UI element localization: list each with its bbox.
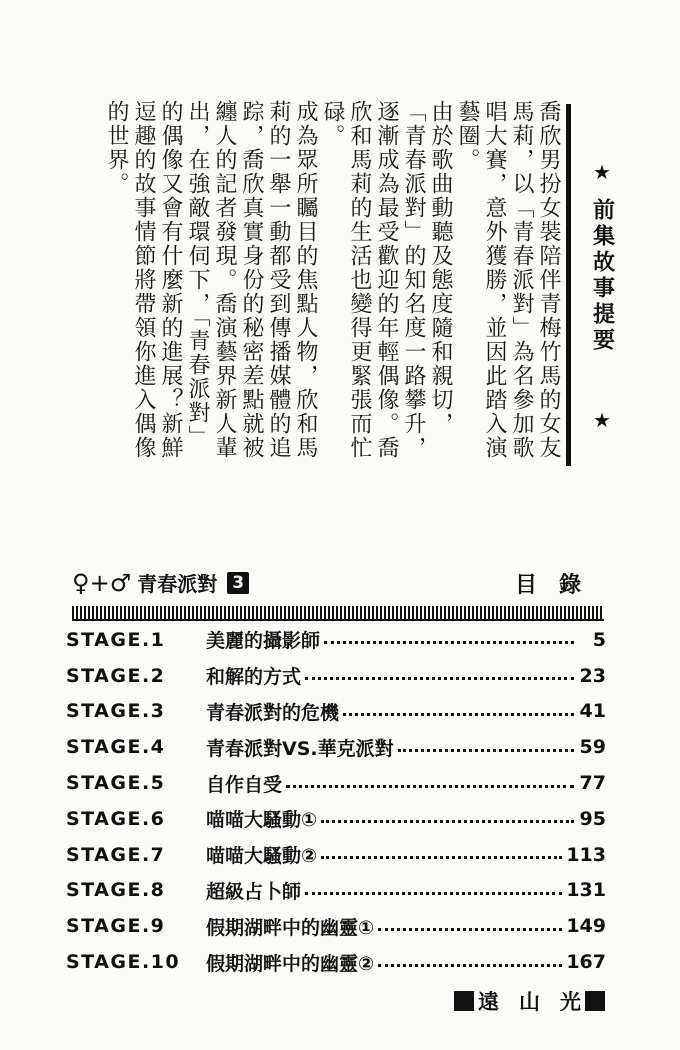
star-icon: ★ [593,408,611,432]
stage-label: STAGE.9 [66,915,166,938]
toc-row [66,944,606,980]
author-given-name: 光 [560,990,581,1014]
stage-label: STAGE.7 [66,843,166,866]
page-number: 41 [579,700,606,723]
page-number: 167 [566,951,606,974]
toc-row [66,694,606,730]
chapter-title: 自作自受 [206,773,283,796]
volume-badge: 3 [227,572,249,594]
toc-row [66,908,606,944]
author-credit [454,986,605,1016]
ruler-divider [72,606,604,621]
stage-label: STAGE.2 [66,664,166,687]
page-number: 77 [579,772,606,795]
toc-row [66,729,606,765]
stage-label: STAGE.4 [66,736,166,759]
toc-row [66,837,606,873]
chapter-title: 假期湖畔中的幽靈① [206,916,375,939]
toc-row [66,801,606,837]
leader-dots [398,739,574,752]
synopsis-text [82,100,562,468]
page-number: 95 [579,807,606,830]
synopsis-paragraph: 由於歌曲動聽及態度隨和親切，「青春派對」的知名度一路攀升，逐漸成為最受歡迎的年輕偶像。喬欣和馬莉的生活也變得更緊張而忙碌。 [320,100,453,460]
leader-dots [378,918,562,931]
chapter-title: 喵喵大騷動① [206,809,318,832]
star-icon: ★ [593,160,611,184]
black-block-icon [454,991,474,1011]
synopsis-heading-text: 前集故事提要 [589,198,615,354]
black-block-icon [585,991,605,1011]
stage-label: STAGE.10 [66,951,181,974]
page-number: 23 [579,664,606,687]
page-number: 131 [566,879,606,902]
page-number: 5 [592,628,606,651]
leader-dots [305,667,574,680]
stage-label: STAGE.6 [66,807,166,830]
divider-line [566,104,571,466]
leader-dots [321,810,574,823]
chapter-title: 青春派對的危機 [206,701,340,724]
series-name: 青春派對 [137,572,218,596]
stage-label: STAGE.3 [66,700,166,723]
chapter-title: 美麗的攝影師 [206,630,321,653]
page-number: 59 [579,736,606,759]
toc-row [66,873,606,909]
stage-label: STAGE.5 [66,772,166,795]
toc-title: 目錄 [514,573,603,598]
toc-row [66,765,606,801]
synopsis-heading [585,160,619,432]
toc-list [66,622,606,980]
stage-label: STAGE.8 [66,879,166,902]
chapter-title: 超級占卜師 [206,880,302,903]
series-title [72,568,249,597]
chapter-title: 喵喵大騷動② [206,845,318,868]
author-family-name: 遠山 [478,990,560,1014]
leader-dots [343,703,574,716]
author-name [478,986,581,1016]
leader-dots [378,954,562,967]
page-number: 149 [566,915,606,938]
stage-label: STAGE.1 [66,628,166,651]
leader-dots [321,846,562,859]
synopsis-paragraph: 喬欣男扮女裝陪伴青梅竹馬的女友馬莉，以「青春派對」為名參加歌唱大賽，意外獲勝，並因此踏入演藝圈。 [455,100,561,460]
leader-dots [324,631,574,644]
toc-header [72,566,607,600]
toc-row [66,658,606,694]
leader-dots [286,775,574,788]
toc-row [66,622,606,658]
page-number: 113 [566,843,606,866]
leader-dots [305,882,562,895]
chapter-title: 青春派對VS.華克派對 [206,737,394,760]
synopsis-paragraph: 成為眾所矚目的焦點人物，欣和馬莉的一舉一動都受到傳播媒體的追踪，喬欣真實身份的秘密差點就被纏人的記者發現。喬演藝界新人輩出，在強敵環伺下，「青春派對」的偶像又會有什麼新的進展？新鮮逗趣的故事情節將帶領你進入偶像的世界。 [104,100,318,460]
gender-symbols-icon: ♀+♂ [72,568,132,597]
chapter-title: 假期湖畔中的幽靈② [206,952,375,975]
chapter-title: 和解的方式 [206,666,302,689]
